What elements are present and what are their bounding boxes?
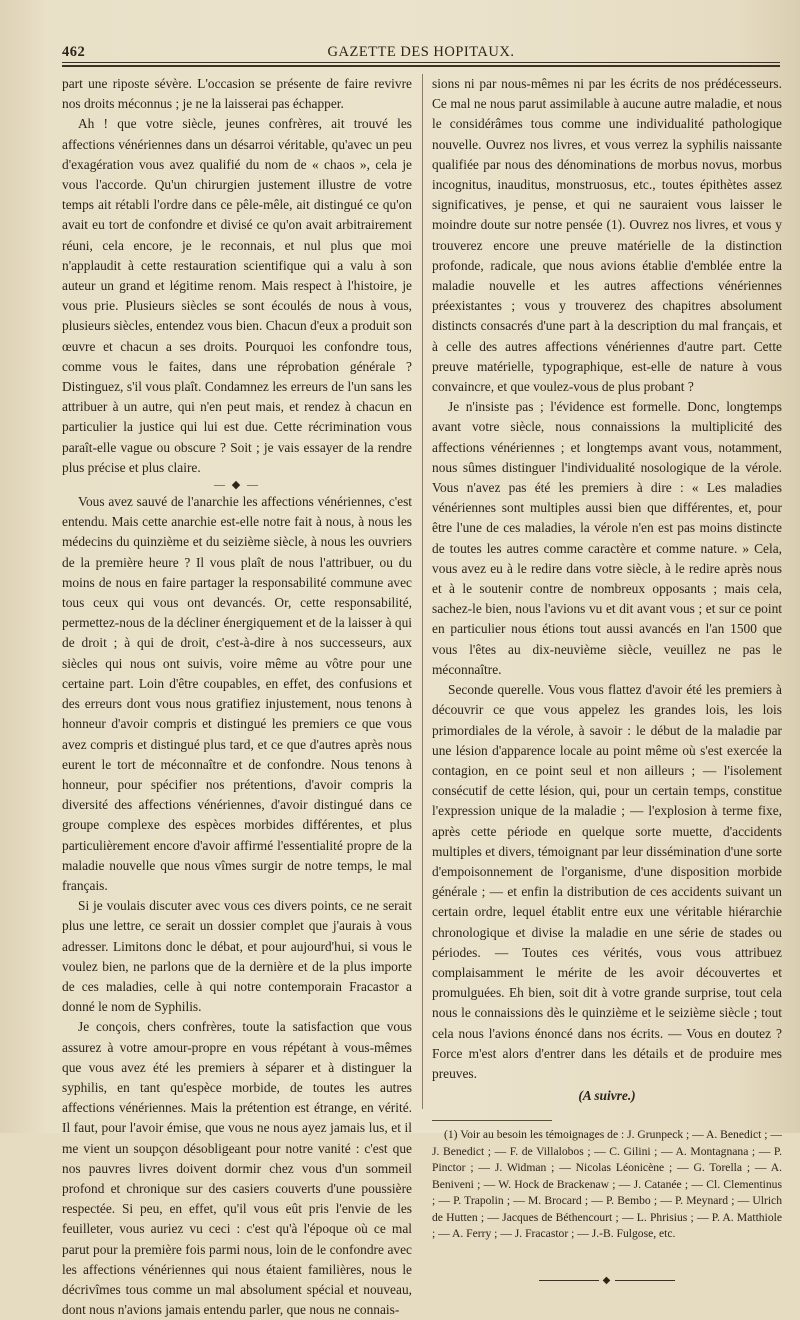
page-number: 462 bbox=[62, 44, 86, 60]
paragraph: Je n'insiste pas ; l'évidence est formelle. Donc, longtemps avant votre siècle, nous connaissions la multiplicité des affections vénériennes ; et longtemps avant vous, notamment, nous sûmes distinguer l'individualité nosologique de la vérole. Vous n'avez pas été les premiers à dire : « Les maladies vénériennes sont multiples aussi bien que différentes, et, pour être l'une de ces maladies, la vérole n'en est pas moins distincte de toutes les autres comme caractère et comme nature. » Cela, vous avez eu à le redire dans votre siècle, à le redire après nous et à le soutenir contre de nombreux opposants ; mais cela, sachez-le bien, nous l'avions vu et dit avant vous ; et sur ce point en particulier nous étions tout aussi avancés en l'an 1500 que vous l'êtes au dix-neuvième siècle, veuillez ne pas le méconnaître. bbox=[432, 399, 782, 677]
footnote-rule bbox=[432, 1120, 552, 1121]
journal-title: GAZETTE DES HOPITAUX. bbox=[327, 44, 515, 60]
end-ornament bbox=[432, 1271, 782, 1291]
header-rule-thick bbox=[62, 65, 780, 67]
paragraph: Si je voulais discuter avec vous ces divers points, ce ne serait plus une lettre, ce serait un dossier complet que j'aurais à vous adresser. Limitons donc le débat, et pour aujourd'hui, si vous le voulez bien, ne parlons que de la dernière et de la plus importe de ces maladies, celle à qui notre contemporain Fracastor a donné le nom de Syphilis. bbox=[62, 898, 412, 1015]
ornament-diamond-icon: ◆ bbox=[602, 1274, 612, 1286]
right-column bbox=[432, 74, 782, 1291]
page-header bbox=[62, 40, 780, 64]
paragraph: Je conçois, chers confrères, toute la satisfaction que vous assurez à votre amour-propre en vous répétant à vous-mêmes que vous avez été les premiers à séparer et à distinguer la syphilis, en tant qu'espèce morbide, de toutes les autres affections vénériennes. Mais la prétention est étrange, en vérité. Il faut, pour l'avoir émise, que vous ne nous ayez jamais lus, et il me vient un soupçon désobligeant pour notre vanité : c'est que nos pauvres livres doivent dormir chez vous d'un sommeil profond et chronique sur des casiers couverts d'une poussière respectée. Si peu, en effet, qu'il vous eût pris l'envie de les feuilleter, vous auriez vu ceci : c'est qu'à l'époque où ce mal parut pour la première fois parmi nous, loin de le confondre avec les affections vénériennes qui nous étaient familières, nous le décrivîmes tous comme un mal absolument spécial et nouveau, dont nous n'avions jamais entendu parler, que nous ne connais- bbox=[62, 1019, 412, 1318]
left-column bbox=[62, 74, 412, 1320]
paragraph: sions ni par nous-mêmes ni par les écrits de nos prédécesseurs. Ce mal ne nous parut assimilable à aucune autre maladie, et nous le considérâmes tous comme une individualité pathologique nouvelle. Ouvrez nos livres, et vous verrez la syphilis naissante qualifiée par nous des dénominations de morbus novus, morbus incognitus, inauditus, monstruosus, etc., toutes épithètes assez significatives, je pense, et qui ne sauraient vous laisser le moindre doute sur notre pensée (1). Ouvrez nos livres, et vous y trouverez encore une preuve matérielle de la distinction profonde, radicale, que nous avions établie d'emblée entre la maladie nouvelle et les autres affections vénériennes préexistantes ; vous y trouverez des chapitres absolument distincts consacrés d'une part à la description du mal français, et à celle des autres affections vénériennes d'autre part. Cette preuve matérielle, typographique, est-elle de nature à vous convaincre, et que voulez-vous de plus probant ? bbox=[432, 76, 782, 395]
paragraph: Ah ! que votre siècle, jeunes confrères, ait trouvé les affections vénériennes dans un désarroi véritable, qu'avec un peu d'exagération vous avez qualifié du nom de « chaos », cela je vous l'accorde. Qu'un chirurgien justement illustre de votre temps ait rétabli l'ordre dans ce pêle-mêle, ait distingué ce qu'on avait eu tort de confondre et divisé ce qu'on avait arbitrairement réuni, cela encore, je le reconnais, et nul plus que moi n'applaudit à cette restauration scientifique qui a valu à son auteur un grand et légitime renom. Mais respect à l'histoire, je vous prie. Plusieurs siècles se sont écoulés de nous à vous, plusieurs siècles, entendez vous bien. Chacun d'eux a produit son œuvre et chacun a ses droits. Pourquoi les confondre tous, comme vous le faites, dans une réprobation générale ? Distinguez, s'il vous plaît. Condamnez les erreurs de l'un sans les attribuer à un autre, qui n'en peut mais, et rendez à chacun en particulier la justice qui lui est due. Cette récrimination vous paraît-elle vague ou obscure ? Soit ; je vais essayer de la rendre plus précise et plus claire. bbox=[62, 116, 412, 475]
to-be-continued: (A suivre.) bbox=[578, 1088, 636, 1104]
header-rule bbox=[62, 62, 780, 63]
paragraph: Seconde querelle. Vous vous flattez d'avoir été les premiers à découvrir ce que vous appelez les grandes lois, les lois primordiales de la vérole, à savoir : le début de la maladie par une lésion d'apparence locale au point même où s'est exercée la contagion, en ce point seul et non ailleurs ; — l'isolement consécutif de cette lésion, qui, pour un certain temps, constitue l'expression unique de la maladie ; — l'explosion à terme fixe, après cette période en quelque sorte muette, d'accidents multiples et divers, témoignant par leur dissémination d'une sorte d'empoisonnement de l'organisme, d'une disposition morbide générale ; — et enfin la distribution de ces accidents suivant un certain ordre, lequel établit entre eux une véritable hiérarchie chronologique et divise la maladie en une série de stades ou périodes. — Toutes ces vérités, vous vous attribuez complaisamment le mérite de les avoir découvertes et promulguées. Eh bien, soit dit à votre grande surprise, tout cela nous le connaissions dès le quinzième et le seizième siècle ; tout cela nous l'avions énoncé dans nos écrits. — Vous en doutez ? Force m'est alors d'entrer dans les détails et de produire mes preuves. bbox=[432, 682, 782, 1081]
paragraph: part une riposte sévère. L'occasion se présente de faire revivre nos droits méconnus ; je ne la laisserai pas échapper. bbox=[62, 76, 412, 112]
ornament-line-left bbox=[539, 1280, 599, 1281]
paragraph: Vous avez sauvé de l'anarchie les affections vénériennes, c'est entendu. Mais cette anarchie est-elle notre fait à nous, à nous les médecins du quinzième et du seizième siècle, à nous les ouvriers de la première heure ? Il vous plaît de nous l'attribuer, ou du moins de nous en faire partager la responsabilité commune avec tous ceux qui vous ont devancés. Or, cette responsabilité, permettez-nous de la décliner énergiquement et de la laisser à qui de droit ; à qui de droit, c'est-à-dire à nos successeurs, aux siècles qui nous ont suivis, voire même au vôtre pour une certaine part. Loin d'être coupables, en effet, des confusions et des erreurs dont vous nous gratifiez injustement, nous tenons à honneur d'avoir compris et distingué les premiers ce que vous avez compris et distingué plus tard, et ce que d'autres après nous eurent le tort de méconnaître et de confondre. Nous tenons à honneur, pour spécifier nos prétentions, d'avoir compris la diversité des affections vénériennes, d'avoir distingué dans ce groupe complexe des espèces morbides différentes, et plus particulièrement encore d'avoir affirmé l'essentialité propre de la maladie nouvelle que nous vîmes surgir de notre temps, le mal français. bbox=[62, 494, 412, 893]
section-separator: — ◆ — bbox=[214, 479, 260, 492]
footnote: (1) Voir au besoin les témoignages de : J. Grunpeck ; — A. Benedict ; — J. Benedict ; — F. de Villalobos ; — C. Gilini ; — A. Montagnana ; — P. Pinctor ; — J. Widman ; — Nicolas Léonicène ; — G. Torella ; — A. Beniveni ; — W. Hock de Brackenaw ; — J. Catanée ; — Cl. Clementinus ; — P. Trapolin ; — M. Brocard ; — P. Bembo ; — P. Meynard ; — Ulrich de Hutten ; — Jacques de Béthencourt ; — L. Phrisius ; — P. A. Matthiole ; — A. Ferry ; — J. Fracastor ; — J.-B. Fulgose, etc. bbox=[432, 1128, 782, 1241]
column-divider bbox=[422, 74, 423, 1109]
ornament-line-right bbox=[615, 1280, 675, 1281]
